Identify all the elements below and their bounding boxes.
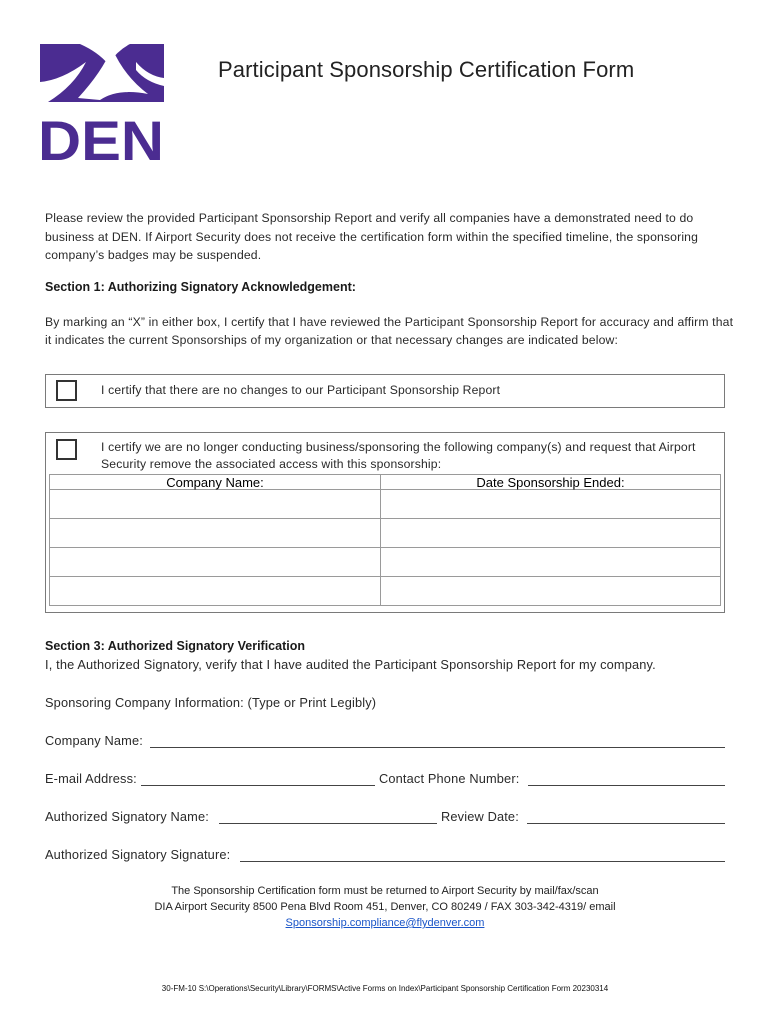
date-ended-cell[interactable] [381, 577, 721, 606]
table-row [50, 519, 721, 548]
form-id: 30-FM-10 S:\Operations\Security\Library\FORMS\Active Forms on Index\Participant Sponsorship Certification Form 20230314 [161, 984, 609, 993]
signatory-name-label: Authorized Signatory Name: [45, 809, 209, 824]
company-name-cell[interactable] [50, 548, 381, 577]
company-name-cell[interactable] [50, 519, 381, 548]
option1-label: I certify that there are no changes to our Participant Sponsorship Report [101, 383, 501, 397]
table-row [50, 577, 721, 606]
signatory-name-line[interactable] [219, 823, 437, 824]
section1-text: By marking an “X” in either box, I certify that I have reviewed the Participant Sponsorship Report for accuracy and affirm that it indicates the current Sponsorships of my organization or that necessary changes are indicated below: [45, 315, 734, 347]
table-header-row [50, 475, 721, 490]
section1-heading: Section 1: Authorizing Signatory Acknowledgement: [45, 280, 356, 294]
footer-address: DIA Airport Security 8500 Pena Blvd Room 451, Denver, CO 80249 / FAX 303-342-4319/ email [154, 901, 616, 913]
intro-text: Please review the provided Participant Sponsorship Report and verify all companies have a demonstrated need to do business at DEN. If Airport Security does not receive the certification form within the specified timeline, the sponsoring company’s badges may be suspended. [45, 211, 699, 262]
company-name-cell[interactable] [50, 577, 381, 606]
footer-instructions: The Sponsorship Certification form must be returned to Airport Security by mail/fax/scan [171, 885, 599, 897]
company-name-label: Company Name: [45, 733, 143, 748]
den-logo [40, 42, 164, 162]
date-ended-cell[interactable] [381, 490, 721, 519]
page-title: Participant Sponsorship Certification Form [218, 57, 635, 82]
company-table [49, 474, 721, 606]
review-date-line[interactable] [527, 823, 725, 824]
signature-line[interactable] [240, 861, 725, 862]
company-name-line[interactable] [150, 747, 725, 748]
email-line[interactable] [141, 785, 375, 786]
company-name-cell[interactable] [50, 490, 381, 519]
date-ended-header: Date Sponsorship Ended: [381, 475, 721, 490]
signature-label: Authorized Signatory Signature: [45, 847, 231, 862]
table-row [50, 490, 721, 519]
phone-label: Contact Phone Number: [379, 771, 520, 786]
date-ended-cell[interactable] [381, 548, 721, 577]
company-info-label: Sponsoring Company Information: (Type or Print Legibly) [45, 695, 377, 710]
footer-email-row [0, 915, 770, 932]
email-label: E-mail Address: [45, 771, 137, 786]
den-logo-graphic [40, 42, 164, 162]
den-logo-text: DEN [40, 109, 164, 162]
date-ended-cell[interactable] [381, 519, 721, 548]
compliance-email-link[interactable]: Sponsorship.compliance@flydenver.com [285, 917, 485, 929]
remove-sponsorship-checkbox[interactable] [56, 439, 77, 460]
section3-heading: Section 3: Authorized Signatory Verification [45, 639, 305, 653]
review-date-label: Review Date: [441, 809, 519, 824]
table-row [50, 548, 721, 577]
company-name-header: Company Name: [50, 475, 381, 490]
phone-line[interactable] [528, 785, 725, 786]
no-changes-checkbox[interactable] [56, 380, 77, 401]
option2-label: I certify we are no longer conducting business/sponsoring the following company(s) and request that Airport Security remove the associated access with this sponsorship: [101, 440, 696, 471]
section3-text: I, the Authorized Signatory, verify that I have audited the Participant Sponsorship Report for my company. [45, 657, 656, 672]
